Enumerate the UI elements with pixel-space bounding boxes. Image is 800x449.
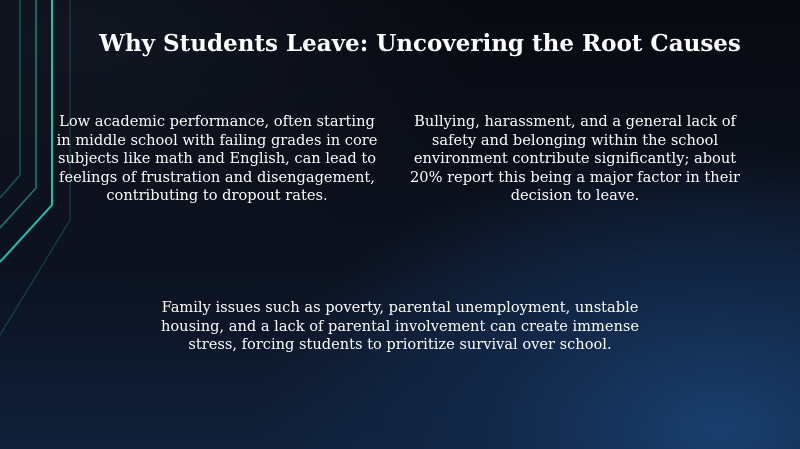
cause-bullying-safety: Bullying, harassment, and a general lack of safety and belonging within the school environment contribute significantly; about 20% report this being a major factor in their decision to leave. bbox=[410, 113, 740, 204]
accent-line-3 bbox=[0, 0, 20, 198]
accent-line-2 bbox=[0, 0, 36, 228]
cause-academic-performance: Low academic performance, often starting in middle school with failing grades in core subjects like math and English, can lead to feelings of frustration and disengagement, contributing to dropout rates. bbox=[56, 113, 378, 204]
cause-family-issues: Family issues such as poverty, parental unemployment, unstable housing, and a lack of parental involvement can create immense stress, forcing students to prioritize survival over school. bbox=[160, 299, 640, 353]
slide-title: Why Students Leave: Uncovering the Root Causes bbox=[99, 30, 741, 57]
decorative-accent-lines bbox=[0, 0, 120, 449]
